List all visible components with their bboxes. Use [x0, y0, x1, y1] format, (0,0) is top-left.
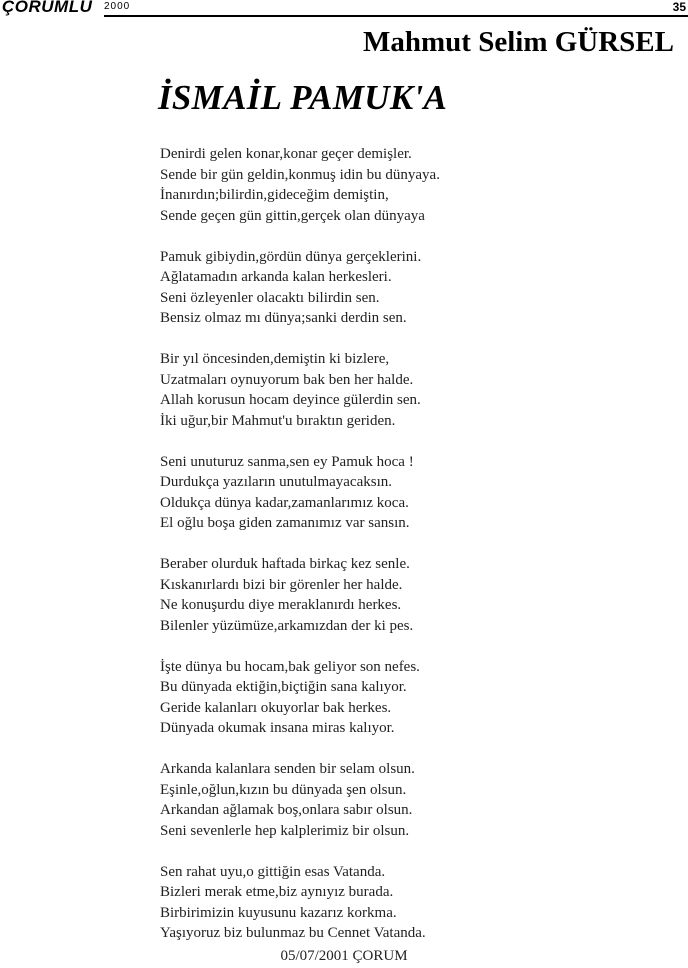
poem-line: Sende geçen gün gittin,gerçek olan dünyaya [160, 207, 425, 224]
poem-line: Denirdi gelen konar,konar geçer demişler. [160, 146, 412, 162]
author-name: Mahmut Selim GÜRSEL [363, 26, 674, 58]
poem-line: Sen rahat uyu,o gittiğin esas Vatanda. [160, 863, 386, 880]
poem-stanza [160, 247, 660, 329]
poem-stanza [160, 452, 660, 534]
poem-line: Bir yıl öncesinden,demiştin ki bizlere, [160, 351, 390, 367]
poem-line: Seni özleyenler olacaktı bilirdin sen. [160, 289, 380, 306]
poem-line: Bizleri merak etme,biz aynıyız burada. [160, 884, 394, 900]
footer-date: 05/07/2001 ÇORUM [280, 948, 408, 964]
poem-line: Arkanda kalanlara senden bir selam olsun. [160, 761, 415, 777]
header-rule [104, 15, 688, 17]
poem-stanza [160, 554, 660, 636]
poem-line: Bu dünyada ektiğin,biçtiğin sana kalıyor. [160, 679, 407, 695]
poem-line: Durdukça yazıların unutulmayacaksın. [160, 474, 393, 490]
poem-line: İki uğur,bir Mahmut'u bıraktın geriden. [160, 412, 396, 429]
poem-line: Ne konuşurdu diye meraklanırdı herkes. [160, 597, 402, 613]
poem-line: Uzatmaları oynuyorum bak ben her halde. [160, 371, 414, 388]
poem-line: Yaşıyoruz biz bulunmaz bu Cennet Vatanda. [160, 925, 426, 941]
poem-stanza [160, 759, 660, 841]
poem-line: Dünyada okumak insana miras kalıyor. [160, 720, 395, 736]
poem-line: Geride kalanları okuyorlar bak herkes. [160, 699, 392, 716]
poem-body [160, 144, 660, 964]
poem-line: Eşinle,oğlun,kızın bu dünyada şen olsun. [160, 781, 407, 798]
page-number: 35 [672, 0, 686, 14]
poem-stanza [160, 349, 660, 431]
poem-line: Ağlatamadın arkanda kalan herkesleri. [160, 269, 392, 285]
poem-line: Bilenler yüzümüze,arkamızdan der ki pes. [160, 617, 414, 634]
poem-line: Kıskanırlardı bizi bir görenler her halde. [160, 576, 403, 593]
brand-year: 2000 [104, 1, 131, 12]
poem-stanza [160, 657, 660, 739]
poem-line: İnanırdın;bilirdin,gideceğim demiştin, [160, 187, 389, 203]
poem-stanza [160, 144, 660, 226]
poem-line: Birbirimizin kuyusunu kazarız korkma. [160, 904, 397, 921]
brand-logo-text: ÇORUMLU [2, 0, 93, 16]
poem-line: Bensiz olmaz mı dünya;sanki derdin sen. [160, 310, 407, 326]
poem-line: Sende bir gün geldin,konmuş idin bu dünyaya. [160, 166, 440, 183]
page-header [0, 0, 688, 18]
poem-line: Allah korusun hocam deyince gülerdin sen. [160, 392, 421, 408]
poem-line: Arkandan ağlamak boş,onlara sabır olsun. [160, 802, 413, 818]
poem-line: İşte dünya bu hocam,bak geliyor son nefes. [160, 658, 420, 675]
poem-line: El oğlu boşa giden zamanımız var sansın. [160, 515, 410, 531]
poem-line: Seni unuturuz sanma,sen ey Pamuk hoca ! [160, 453, 414, 470]
poem-line: Beraber olurduk haftada birkaç kez senle. [160, 556, 410, 572]
poem-line: Seni sevenlerle hep kalplerimiz bir olsun. [160, 822, 410, 839]
poem-line: Oldukça dünya kadar,zamanlarımız koca. [160, 494, 409, 511]
poem-stanza [160, 862, 660, 944]
poem-title: İSMAİL PAMUK'A [158, 78, 448, 117]
poem-line: Pamuk gibiydin,gördün dünya gerçeklerini. [160, 248, 422, 265]
